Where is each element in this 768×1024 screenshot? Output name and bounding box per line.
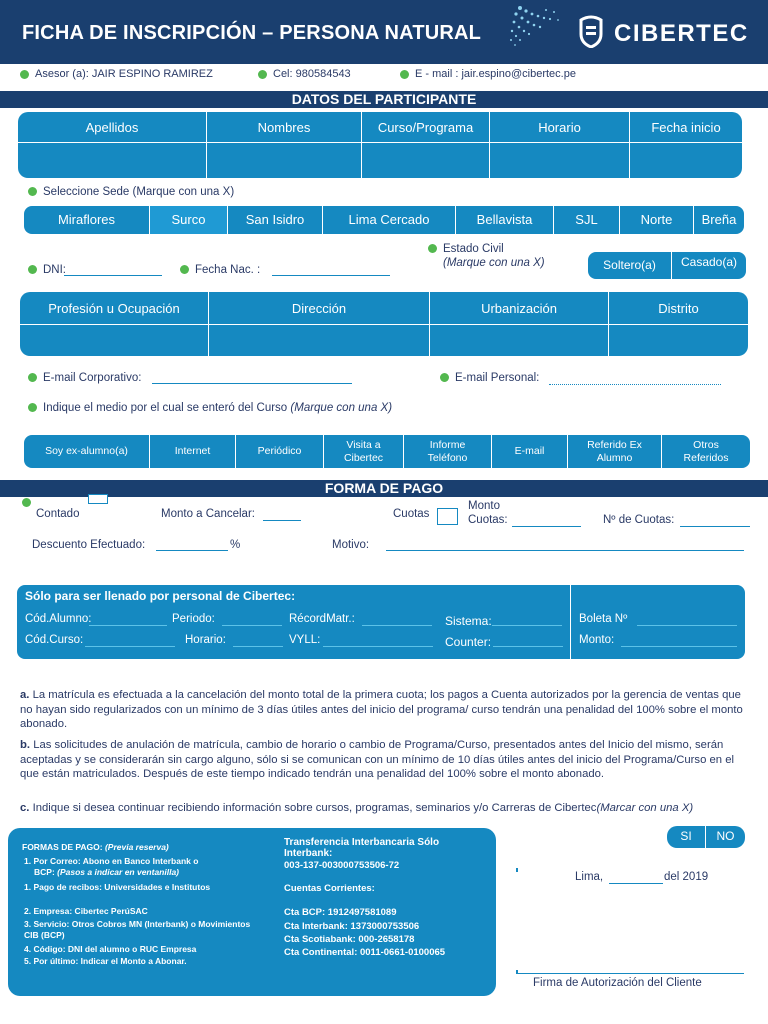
counter-label: Counter:: [445, 635, 492, 649]
sede-lima-cercado[interactable]: Lima Cercado: [323, 206, 456, 234]
contado-bullet: [22, 494, 37, 512]
formas-item-1b-hint: (Pasos a indicar en ventanilla): [57, 867, 180, 877]
account-interbank: Cta Interbank: 1373000753506: [284, 921, 420, 932]
cod-alumno-label: Cód.Alumno:: [25, 613, 92, 625]
bullet-icon: [428, 244, 437, 253]
medium-referido[interactable]: Referido Ex Alumno: [568, 435, 662, 468]
bullet-icon: [258, 70, 267, 79]
note-c-text: Indique si desea continuar recibiendo información sobre cursos, programas, seminarios y/o Carreras de Cibertec: [32, 802, 597, 814]
col-apellidos: Apellidos: [18, 112, 207, 142]
civil-label-text: Estado Civil: [443, 243, 504, 255]
medium-visita[interactable]: Visita a Cibertec: [324, 435, 404, 468]
monto-label: Monto:: [579, 634, 615, 646]
tick-mark: [516, 868, 518, 872]
monto-line[interactable]: [621, 646, 737, 647]
col-nombres: Nombres: [207, 112, 362, 142]
sede-prompt: [28, 186, 234, 198]
col-distrito: Distrito: [658, 300, 699, 316]
sede-brena[interactable]: Breña: [701, 211, 737, 227]
periodo-label: Periodo:: [172, 613, 215, 625]
sede-sjl[interactable]: SJL: [554, 206, 620, 234]
dni-label: [28, 264, 66, 276]
bullet-icon: [28, 403, 37, 412]
participant-section-title: DATOS DEL PARTICIPANTE: [0, 91, 768, 108]
bank-info-box: [8, 828, 496, 996]
note-c-mark: c.: [20, 802, 30, 814]
formas-item-4: 3. Servicio: Otros Cobros MN (Interbank) o Movimientos CIB (BCP): [24, 919, 251, 940]
note-b-mark: b.: [20, 739, 31, 751]
field-profesion[interactable]: [20, 325, 209, 356]
birth-label: [180, 264, 260, 276]
num-cuotas-input[interactable]: [680, 513, 750, 527]
bullet-icon: [22, 498, 31, 507]
sede-miraflores[interactable]: Miraflores: [24, 206, 150, 234]
dni-input[interactable]: [64, 262, 162, 276]
bullet-icon: [28, 187, 37, 196]
address-table: [20, 292, 748, 356]
sede-norte[interactable]: Norte: [620, 206, 694, 234]
page-title: FICHA DE INSCRIPCIÓN – PERSONA NATURAL: [22, 22, 482, 44]
formas-item-1a: 1. Por Correo: Abono en Banco Interbank o: [24, 856, 199, 866]
field-direccion[interactable]: [209, 325, 430, 356]
monto-cuotas-input[interactable]: [512, 513, 581, 527]
dots-decoration-icon: [506, 2, 564, 52]
counter-line[interactable]: [493, 646, 563, 647]
optin-no[interactable]: NO: [716, 829, 735, 844]
contado-checkbox[interactable]: [88, 494, 108, 504]
col-curso: Curso/Programa: [362, 112, 490, 142]
monto-cuotas-label: Monto Cuotas:: [468, 500, 508, 526]
formas-item-5: 4. Código: DNI del alumno o RUC Empresa: [24, 944, 197, 954]
note-a: [20, 688, 750, 732]
sistema-line[interactable]: [492, 625, 562, 626]
formas-hint: (Previa reserva): [104, 842, 169, 852]
accounts-title: Cuentas Corrientes:: [284, 883, 375, 894]
note-b-text: Las solicitudes de anulación de matrícula, cambio de horario o cambio de Programa/Curso, presentados antes del Inicio del mismo, serán aceptadas y se considerarán sin cargo alguno, sólo si se comunican con un mínimo de 10 días útiles antes del inicio del Programa/Curso en el que están matriculados. Después de este tiempo indicado tendrán una penalidad del 100% sobre el monto abonado.: [20, 739, 734, 780]
transfer-title: Transferencia Interbancaria Sólo Interbank:: [284, 837, 440, 859]
sede-selector: [24, 206, 744, 234]
email-personal-label: [440, 372, 539, 384]
sede-surco[interactable]: Surco: [150, 206, 228, 234]
boleta-line[interactable]: [637, 625, 737, 626]
sede-prompt-text: Seleccione Sede (Marque con una X): [43, 186, 235, 198]
field-curso[interactable]: [362, 143, 490, 178]
col-profesion: Profesión u Ocupación: [20, 292, 209, 324]
horario-line[interactable]: [233, 646, 283, 647]
civil-soltero[interactable]: Soltero(a): [588, 252, 672, 279]
medium-email[interactable]: E-mail: [492, 435, 568, 468]
birth-label-text: Fecha Nac. :: [195, 264, 261, 276]
motivo-label: Motivo:: [332, 539, 370, 551]
civil-casado[interactable]: Casado(a): [680, 255, 738, 269]
col-fecha-inicio: Fecha inicio: [651, 119, 721, 135]
email-text: E - mail : jair.espino@cibertec.pe: [415, 68, 576, 80]
medium-periodico[interactable]: Periódico: [236, 435, 324, 468]
transfer-number: 003-137-003000753506-72: [284, 860, 400, 871]
medium-prompt-text: Indique el medio por el cual se enteró del Curso: [43, 402, 291, 414]
optin-yes[interactable]: SI: [667, 826, 706, 848]
formas-title-text: FORMAS DE PAGO:: [22, 842, 105, 852]
vyll-line[interactable]: [323, 646, 433, 647]
col-direccion: Dirección: [209, 292, 430, 324]
brand-name: CIBERTEC: [614, 20, 749, 47]
date-input[interactable]: [609, 870, 663, 884]
formas-title: [22, 842, 169, 853]
medium-internet[interactable]: Internet: [150, 435, 236, 468]
formas-item-1b-text: BCP:: [34, 867, 58, 877]
medium-otros[interactable]: Otros Referidos: [683, 439, 729, 464]
participant-table: [18, 112, 742, 178]
cod-curso-line[interactable]: [85, 646, 175, 647]
email-corp-text: E-mail Corporativo:: [43, 372, 142, 384]
bullet-icon: [28, 373, 37, 382]
medium-hint: (Marque con una X): [290, 402, 393, 414]
monto-cancelar-label: Monto a Cancelar:: [161, 508, 255, 520]
col-urbanizacion: Urbanización: [430, 292, 609, 324]
account-scotiabank: Cta Scotiabank: 000-2658178: [284, 934, 415, 945]
cel-info: [258, 68, 351, 80]
field-horario[interactable]: [490, 143, 630, 178]
sede-san-isidro[interactable]: San Isidro: [228, 206, 323, 234]
periodo-line[interactable]: [222, 625, 282, 626]
note-c: [20, 801, 765, 816]
formas-item-1b: [34, 867, 274, 878]
note-a-text: La matrícula es efectuada a la cancelación del monto total de la primera cuota; los pagos a Cuenta autorizados por la gerencia de ventas que no hayan sido regularizados con un mínimo de 3 días útiles antes del inicio del programa/ curso tendrán una penalidad del 100% sobre el monto abonado.: [20, 689, 743, 730]
year-label: del 2019: [664, 871, 709, 883]
formas-item-6: 5. Por último: Indicar el Monto a Abonar.: [24, 956, 187, 966]
formas-item-3: 2. Empresa: Cibertec PerúSAC: [24, 906, 148, 916]
bullet-icon: [20, 70, 29, 79]
sede-bellavista[interactable]: Bellavista: [456, 206, 554, 234]
civil-hint: (Marque con una X): [443, 257, 545, 269]
field-apellidos[interactable]: [18, 143, 207, 178]
email-personal-text: E-mail Personal:: [455, 372, 540, 384]
bullet-icon: [440, 373, 449, 382]
col-horario: Horario: [490, 112, 630, 142]
percent-sign: %: [230, 539, 241, 551]
record-label: RécordMatr.:: [289, 613, 355, 625]
field-distrito[interactable]: [609, 325, 748, 356]
contado-label: Contado: [36, 508, 80, 520]
account-continental: Cta Continental: 0011-0661-0100065: [284, 947, 446, 958]
descuento-label: Descuento Efectuado:: [32, 539, 146, 551]
bullet-icon: [180, 265, 189, 274]
advisor-info: [20, 68, 213, 80]
sistema-label: Sistema:: [445, 614, 492, 628]
horario-label: Horario:: [185, 634, 226, 646]
cod-curso-label: Cód.Curso:: [25, 634, 84, 646]
staff-box: [17, 585, 745, 659]
bullet-icon: [28, 265, 37, 274]
email-personal-input[interactable]: [549, 371, 721, 385]
vyll-label: VYLL:: [289, 634, 321, 646]
note-c-hint: (Marcar con una X): [596, 802, 694, 814]
cuotas-checkbox[interactable]: [437, 508, 458, 525]
num-cuotas-label: Nº de Cuotas:: [603, 514, 675, 526]
cibertec-logo-icon: [578, 14, 604, 48]
civil-label: [428, 243, 504, 255]
info-optin-selector: [667, 826, 745, 848]
medium-prompt: [28, 402, 392, 414]
note-a-mark: a.: [20, 689, 30, 701]
medium-exalumno[interactable]: Soy ex-alumno(a): [24, 435, 150, 468]
formas-item-2: 1. Pago de recibos: Universidades e Institutos: [24, 882, 211, 892]
boleta-label: Boleta Nº: [579, 613, 628, 625]
birth-input[interactable]: [272, 262, 390, 276]
email-corp-input[interactable]: [152, 370, 352, 384]
advisor-text: Asesor (a): JAIR ESPINO RAMIREZ: [35, 68, 213, 80]
bullet-icon: [400, 70, 409, 79]
email-corp-label: [28, 372, 141, 384]
motivo-input[interactable]: [386, 537, 744, 551]
account-bcp: Cta BCP: 1912497581089: [284, 907, 397, 918]
record-line[interactable]: [362, 625, 432, 626]
medium-telefono[interactable]: Informe Teléfono: [404, 435, 492, 468]
field-fecha-inicio[interactable]: [630, 143, 742, 178]
email-info: [400, 68, 576, 80]
signature-input[interactable]: [518, 958, 744, 974]
cuotas-label: Cuotas: [393, 508, 430, 520]
civil-selector: [588, 252, 746, 279]
payment-section-title: FORMA DE PAGO: [0, 480, 768, 497]
cel-text: Cel: 980584543: [273, 68, 351, 80]
note-b: [20, 738, 750, 782]
field-nombres[interactable]: [207, 143, 362, 178]
medium-selector: [24, 435, 750, 468]
staff-title: Sólo para ser llenado por personal de Cibertec:: [25, 589, 296, 603]
descuento-input[interactable]: [156, 537, 228, 551]
signature-caption: Firma de Autorización del Cliente: [533, 977, 702, 989]
monto-cancelar-input[interactable]: [263, 508, 301, 521]
field-urbanizacion[interactable]: [430, 325, 609, 356]
city-label: Lima,: [575, 871, 604, 883]
cod-alumno-line[interactable]: [89, 625, 167, 626]
dni-label-text: DNI:: [43, 264, 66, 276]
